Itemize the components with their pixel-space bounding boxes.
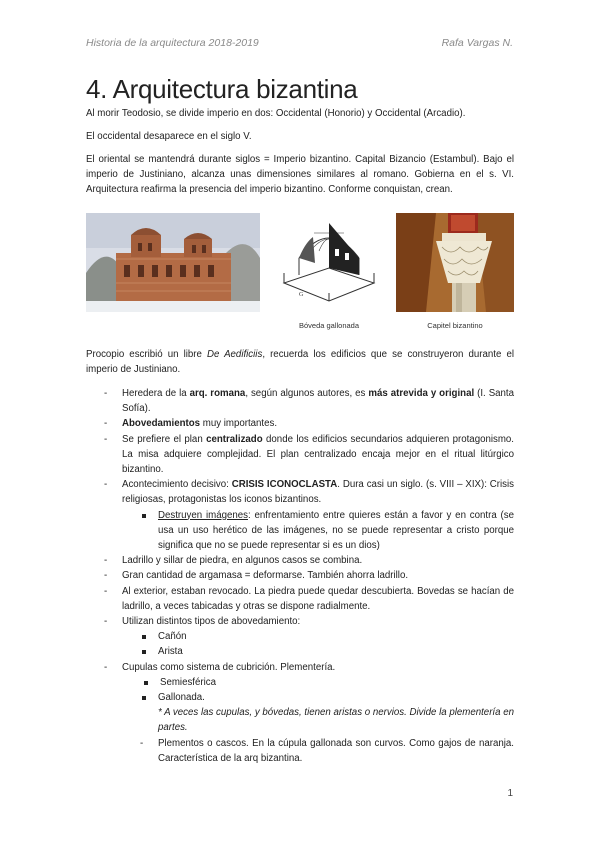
- sub-list-item: [122, 629, 514, 644]
- sub-list-item: [122, 736, 514, 766]
- list-text: Cupulas como sistema de cubrición. Plementería.: [122, 661, 336, 673]
- list-text: Utilizan distintos tipos de abovedamiento:: [122, 616, 301, 628]
- list-item: [86, 568, 514, 583]
- list-item: [86, 432, 514, 478]
- list-bold: Abovedamientos: [122, 418, 201, 430]
- square-bullet-icon: [144, 681, 148, 685]
- list-bold: más atrevida y original: [368, 388, 475, 399]
- list-text: Ladrillo y sillar de piedra, en algunos casos se combina.: [122, 555, 363, 567]
- header-author: Rafa Vargas N.: [441, 37, 513, 49]
- procopio-pre: Procopio escribió un libre: [86, 349, 207, 360]
- paragraph-procopio: [86, 347, 514, 377]
- list-item: [86, 477, 514, 553]
- list-text: Gallonada.: [158, 692, 205, 704]
- sub-list: [122, 675, 514, 766]
- list-text: Cañón: [158, 631, 187, 643]
- list-bold: centralizado: [206, 433, 263, 445]
- list-dash: -: [104, 616, 108, 628]
- paragraph-teodosio: Al morir Teodosio, se divide imperio en dos: Occidental (Honorio) y Occidental (Arcadio).: [86, 108, 466, 119]
- page-title: 4. Arquitectura bizantina: [86, 74, 358, 104]
- dome-drawing: [269, 213, 386, 312]
- list-text: Acontecimiento decisivo:: [122, 479, 232, 491]
- list-dash: -: [104, 418, 108, 430]
- list-dash: -: [104, 585, 108, 597]
- list-text: Se prefiere el plan: [122, 433, 207, 445]
- sub-list-item: [122, 675, 514, 690]
- list-bold: arq. romana: [189, 388, 246, 399]
- list-dash: -: [104, 479, 108, 491]
- caption-capital: Capitel bizantino: [427, 321, 483, 330]
- list-text: Semiesférica: [160, 676, 216, 688]
- list-item: [86, 416, 514, 431]
- list-item: [86, 553, 514, 568]
- svg-text:G: G: [299, 292, 304, 298]
- square-bullet-icon: [142, 514, 146, 518]
- list-item: [86, 584, 514, 614]
- list-text: Gran cantidad de argamasa = deformarse. También ahorra ladrillo.: [122, 570, 409, 582]
- note-text: * A veces las cupulas, y bóvedas, tienen aristas o nervios. Divide la plementería en partes.: [158, 707, 514, 734]
- features-list: [86, 386, 514, 766]
- list-dash: -: [104, 570, 108, 582]
- list-item: [86, 386, 514, 416]
- caption-dome: Bóveda gallonada: [298, 321, 360, 330]
- church-photo: [86, 213, 260, 312]
- list-underline: Destruyen imágenes: [158, 509, 248, 521]
- list-text: muy importantes.: [200, 418, 278, 430]
- paragraph-oriental: El oriental se mantendrá durante siglos = Imperio bizantino. Capital Bizancio (Estambul). Bajo el imperio de Justiniano, alcanza unas dimensiones similares al romano. Gobierna en el s. VI. Arquitectura reafirma la presencia del imperio bizantino. Conforme conquistan, crean.: [86, 154, 514, 196]
- list-item: [86, 614, 514, 660]
- list-text: (I. Santa Sofía).: [122, 388, 515, 415]
- page-number: 1: [507, 788, 513, 799]
- list-text: Al exterior, estaban revocado. La piedra puede quedar descubierta. Bovedas se hacían de ladrillo, a veces tabicadas y otras se dispone radialmente.: [122, 585, 514, 612]
- list-text: Plementos o cascos. En la cúpula gallonada son curvos. Como gajos de naranja. Característica de la arq bizantina.: [158, 737, 514, 764]
- list-dash: -: [104, 388, 108, 399]
- list-text: : enfrentamiento entre quieres están a favor y en contra (se usa un uso herético de las imágenes, no se puede representar a cristo porque significa que no se puede representar si es un dios): [158, 509, 514, 552]
- sub-list: [122, 508, 514, 554]
- list-dash: -: [104, 433, 108, 445]
- list-text: donde los edificios secundarios adquieren protagonismo. La misa adquiere complejidad. El plan centralizado encaja mejor en el ritual litúrgico bizantino.: [122, 433, 514, 476]
- list-text: Arista: [158, 646, 183, 658]
- sub-list-item: [122, 508, 514, 554]
- list-text: Heredera de la: [122, 388, 190, 399]
- list-dash: -: [140, 737, 144, 749]
- square-bullet-icon: [142, 650, 146, 654]
- square-bullet-icon: [142, 696, 146, 700]
- list-text: . Dura casi un siglo. (s. VIII – XIX): Crisis religiosas, protagonistas los iconos bizantinos.: [122, 479, 515, 506]
- list-bold: CRISIS ICONOCLASTA: [231, 479, 338, 491]
- header-course: Historia de la arquitectura 2018-2019: [86, 37, 259, 49]
- sub-list: [122, 629, 514, 659]
- list-item: [86, 660, 514, 766]
- list-text: , según algunos autores, es: [245, 388, 369, 399]
- procopio-post: , recuerda los edificios que se construyeron durante el imperio de Justiniano.: [86, 349, 514, 376]
- list-dash: -: [104, 661, 108, 673]
- list-dash: -: [104, 555, 108, 567]
- capital-photo: [396, 213, 514, 312]
- procopio-book-title: De Aedificiis: [206, 349, 263, 360]
- sub-list-item: [122, 644, 514, 659]
- square-bullet-icon: [142, 635, 146, 639]
- paragraph-occidental: El occidental desaparece en el siglo V.: [86, 131, 252, 142]
- sub-list-item: [122, 690, 514, 736]
